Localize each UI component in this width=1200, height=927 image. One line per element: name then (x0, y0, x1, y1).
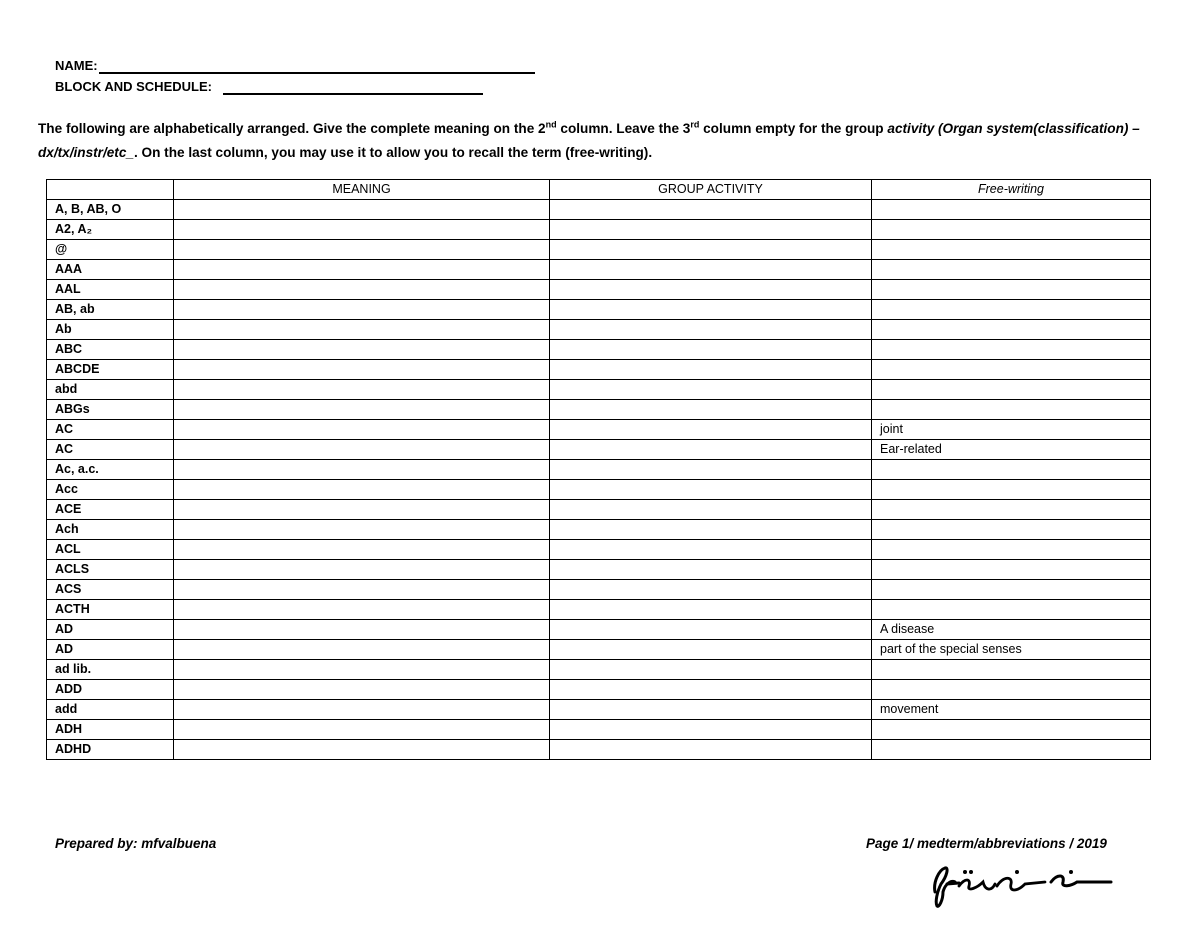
table-row (47, 260, 1151, 280)
table-row (47, 360, 1151, 380)
term-cell: Ac, a.c. (47, 460, 174, 480)
free-writing-cell[interactable] (872, 680, 1151, 700)
prepared-by: Prepared by: mfvalbuena (55, 836, 217, 851)
meaning-cell[interactable] (174, 320, 550, 340)
free-writing-cell[interactable]: joint (872, 420, 1151, 440)
group-activity-cell[interactable] (550, 640, 872, 660)
free-writing-cell[interactable] (872, 720, 1151, 740)
term-cell: ADHD (47, 740, 174, 760)
meaning-cell[interactable] (174, 620, 550, 640)
meaning-cell[interactable] (174, 240, 550, 260)
term-cell: AAA (47, 260, 174, 280)
free-writing-cell[interactable]: Ear-related (872, 440, 1151, 460)
table-row (47, 560, 1151, 580)
free-writing-cell[interactable] (872, 580, 1151, 600)
free-writing-cell[interactable]: part of the special senses (872, 640, 1151, 660)
term-cell: ACE (47, 500, 174, 520)
meaning-cell[interactable] (174, 540, 550, 560)
meaning-cell[interactable] (174, 520, 550, 540)
group-activity-cell[interactable] (550, 680, 872, 700)
header-meaning: MEANING (174, 180, 550, 200)
free-writing-cell[interactable] (872, 380, 1151, 400)
group-activity-cell[interactable] (550, 580, 872, 600)
free-writing-cell[interactable] (872, 320, 1151, 340)
table-row (47, 420, 1151, 440)
table-row (47, 240, 1151, 260)
free-writing-cell[interactable] (872, 300, 1151, 320)
table-row (47, 500, 1151, 520)
table-row (47, 320, 1151, 340)
group-activity-cell[interactable] (550, 520, 872, 540)
term-cell: ADD (47, 680, 174, 700)
group-activity-cell[interactable] (550, 600, 872, 620)
name-field (55, 58, 485, 76)
group-activity-cell[interactable] (550, 660, 872, 680)
meaning-cell[interactable] (174, 340, 550, 360)
free-writing-cell[interactable] (872, 660, 1151, 680)
meaning-cell[interactable] (174, 580, 550, 600)
meaning-cell[interactable] (174, 420, 550, 440)
table-row (47, 220, 1151, 240)
group-activity-cell[interactable] (550, 240, 872, 260)
term-cell: ADH (47, 720, 174, 740)
term-cell: Acc (47, 480, 174, 500)
meaning-cell[interactable] (174, 600, 550, 620)
group-activity-cell[interactable] (550, 500, 872, 520)
free-writing-cell[interactable] (872, 220, 1151, 240)
table-row (47, 720, 1151, 740)
table-row (47, 740, 1151, 760)
group-activity-cell[interactable] (550, 200, 872, 220)
instructions-sup-1: nd (545, 119, 557, 130)
meaning-cell[interactable] (174, 260, 550, 280)
free-writing-cell[interactable] (872, 260, 1151, 280)
group-activity-cell[interactable] (550, 440, 872, 460)
term-cell: AC (47, 420, 174, 440)
table-row (47, 660, 1151, 680)
term-cell: ABC (47, 340, 174, 360)
meaning-cell[interactable] (174, 480, 550, 500)
meaning-cell[interactable] (174, 400, 550, 420)
table-row (47, 620, 1151, 640)
free-writing-cell[interactable] (872, 360, 1151, 380)
term-cell: ACTH (47, 600, 174, 620)
free-writing-cell[interactable] (872, 480, 1151, 500)
header-term (47, 180, 174, 200)
table-row (47, 600, 1151, 620)
free-writing-cell[interactable]: A disease (872, 620, 1151, 640)
free-writing-cell[interactable] (872, 340, 1151, 360)
table-row (47, 280, 1151, 300)
table-row (47, 700, 1151, 720)
table-row (47, 580, 1151, 600)
term-cell: add (47, 700, 174, 720)
meaning-cell[interactable] (174, 720, 550, 740)
term-cell: A2, A₂ (47, 220, 174, 240)
table-row (47, 300, 1151, 320)
term-cell: A, B, AB, O (47, 200, 174, 220)
meaning-cell[interactable] (174, 220, 550, 240)
table-row (47, 480, 1151, 500)
group-activity-cell[interactable] (550, 380, 872, 400)
meaning-cell[interactable] (174, 660, 550, 680)
group-activity-cell[interactable] (550, 360, 872, 380)
free-writing-cell[interactable] (872, 540, 1151, 560)
instructions-text-1: The following are alphabetically arranged. Give the complete meaning on the 2 (38, 121, 546, 136)
group-activity-cell[interactable] (550, 340, 872, 360)
meaning-cell[interactable] (174, 380, 550, 400)
block-schedule-field (55, 79, 485, 97)
instructions-italic: activity (Organ system(classification) –dx/tx/instr/etc_ (38, 121, 1140, 160)
table-row (47, 540, 1151, 560)
group-activity-cell[interactable] (550, 540, 872, 560)
meaning-cell[interactable] (174, 360, 550, 380)
meaning-cell[interactable] (174, 680, 550, 700)
meaning-cell[interactable] (174, 640, 550, 660)
group-activity-cell[interactable] (550, 260, 872, 280)
term-cell: AB, ab (47, 300, 174, 320)
term-cell: ACLS (47, 560, 174, 580)
group-activity-cell[interactable] (550, 620, 872, 640)
term-cell: AAL (47, 280, 174, 300)
term-cell: ACS (47, 580, 174, 600)
meaning-cell[interactable] (174, 460, 550, 480)
group-activity-cell[interactable] (550, 280, 872, 300)
header-free-writing: Free-writing (872, 180, 1151, 200)
term-cell: ACL (47, 540, 174, 560)
abbreviations-table (46, 179, 1151, 760)
term-cell: AD (47, 640, 174, 660)
free-writing-cell[interactable] (872, 740, 1151, 760)
instructions-text-4: . On the last column, you may use it to allow you to recall the term (free-writing). (133, 145, 653, 160)
meaning-cell[interactable] (174, 740, 550, 760)
group-activity-cell[interactable] (550, 560, 872, 580)
header-group-activity: GROUP ACTIVITY (550, 180, 872, 200)
group-activity-cell[interactable] (550, 740, 872, 760)
block-schedule-label: BLOCK AND SCHEDULE: (55, 79, 212, 94)
term-cell: AD (47, 620, 174, 640)
meaning-cell[interactable] (174, 300, 550, 320)
term-cell: ad lib. (47, 660, 174, 680)
instructions-text-3: column empty for the group (699, 121, 888, 136)
table-row (47, 200, 1151, 220)
free-writing-cell[interactable] (872, 500, 1151, 520)
group-activity-cell[interactable] (550, 320, 872, 340)
free-writing-cell[interactable] (872, 400, 1151, 420)
table-row (47, 380, 1151, 400)
table-row (47, 440, 1151, 460)
instructions-text-2: column. Leave the 3 (556, 121, 691, 136)
group-activity-cell[interactable] (550, 420, 872, 440)
term-cell: @ (47, 240, 174, 260)
free-writing-cell[interactable] (872, 200, 1151, 220)
group-activity-cell[interactable] (550, 700, 872, 720)
term-cell: AC (47, 440, 174, 460)
table-row (47, 400, 1151, 420)
group-activity-cell[interactable] (550, 220, 872, 240)
meaning-cell[interactable] (174, 200, 550, 220)
term-cell: ABCDE (47, 360, 174, 380)
meaning-cell[interactable] (174, 560, 550, 580)
meaning-cell[interactable] (174, 700, 550, 720)
free-writing-cell[interactable] (872, 560, 1151, 580)
group-activity-cell[interactable] (550, 460, 872, 480)
free-writing-cell[interactable] (872, 600, 1151, 620)
term-cell: ABGs (47, 400, 174, 420)
table-row (47, 640, 1151, 660)
signature-image (925, 862, 1115, 908)
meaning-cell[interactable] (174, 280, 550, 300)
instructions-sup-2: rd (690, 119, 700, 130)
free-writing-cell[interactable] (872, 280, 1151, 300)
term-cell: Ab (47, 320, 174, 340)
page-info: Page 1/ medterm/abbreviations / 2019 (866, 836, 1107, 851)
free-writing-cell[interactable] (872, 520, 1151, 540)
block-schedule-blank-line (223, 79, 483, 95)
meaning-cell[interactable] (174, 500, 550, 520)
term-cell: Ach (47, 520, 174, 540)
free-writing-cell[interactable]: movement (872, 700, 1151, 720)
table-header-row (47, 180, 1151, 200)
group-activity-cell[interactable] (550, 720, 872, 740)
name-label: NAME: (55, 58, 98, 73)
table-row (47, 520, 1151, 540)
instructions (38, 117, 1158, 165)
table-row (47, 460, 1151, 480)
group-activity-cell[interactable] (550, 400, 872, 420)
name-blank-line (99, 58, 535, 74)
free-writing-cell[interactable] (872, 240, 1151, 260)
table-row (47, 340, 1151, 360)
term-cell: abd (47, 380, 174, 400)
group-activity-cell[interactable] (550, 480, 872, 500)
table-row (47, 680, 1151, 700)
meaning-cell[interactable] (174, 440, 550, 460)
free-writing-cell[interactable] (872, 460, 1151, 480)
table-body (47, 200, 1151, 760)
group-activity-cell[interactable] (550, 300, 872, 320)
